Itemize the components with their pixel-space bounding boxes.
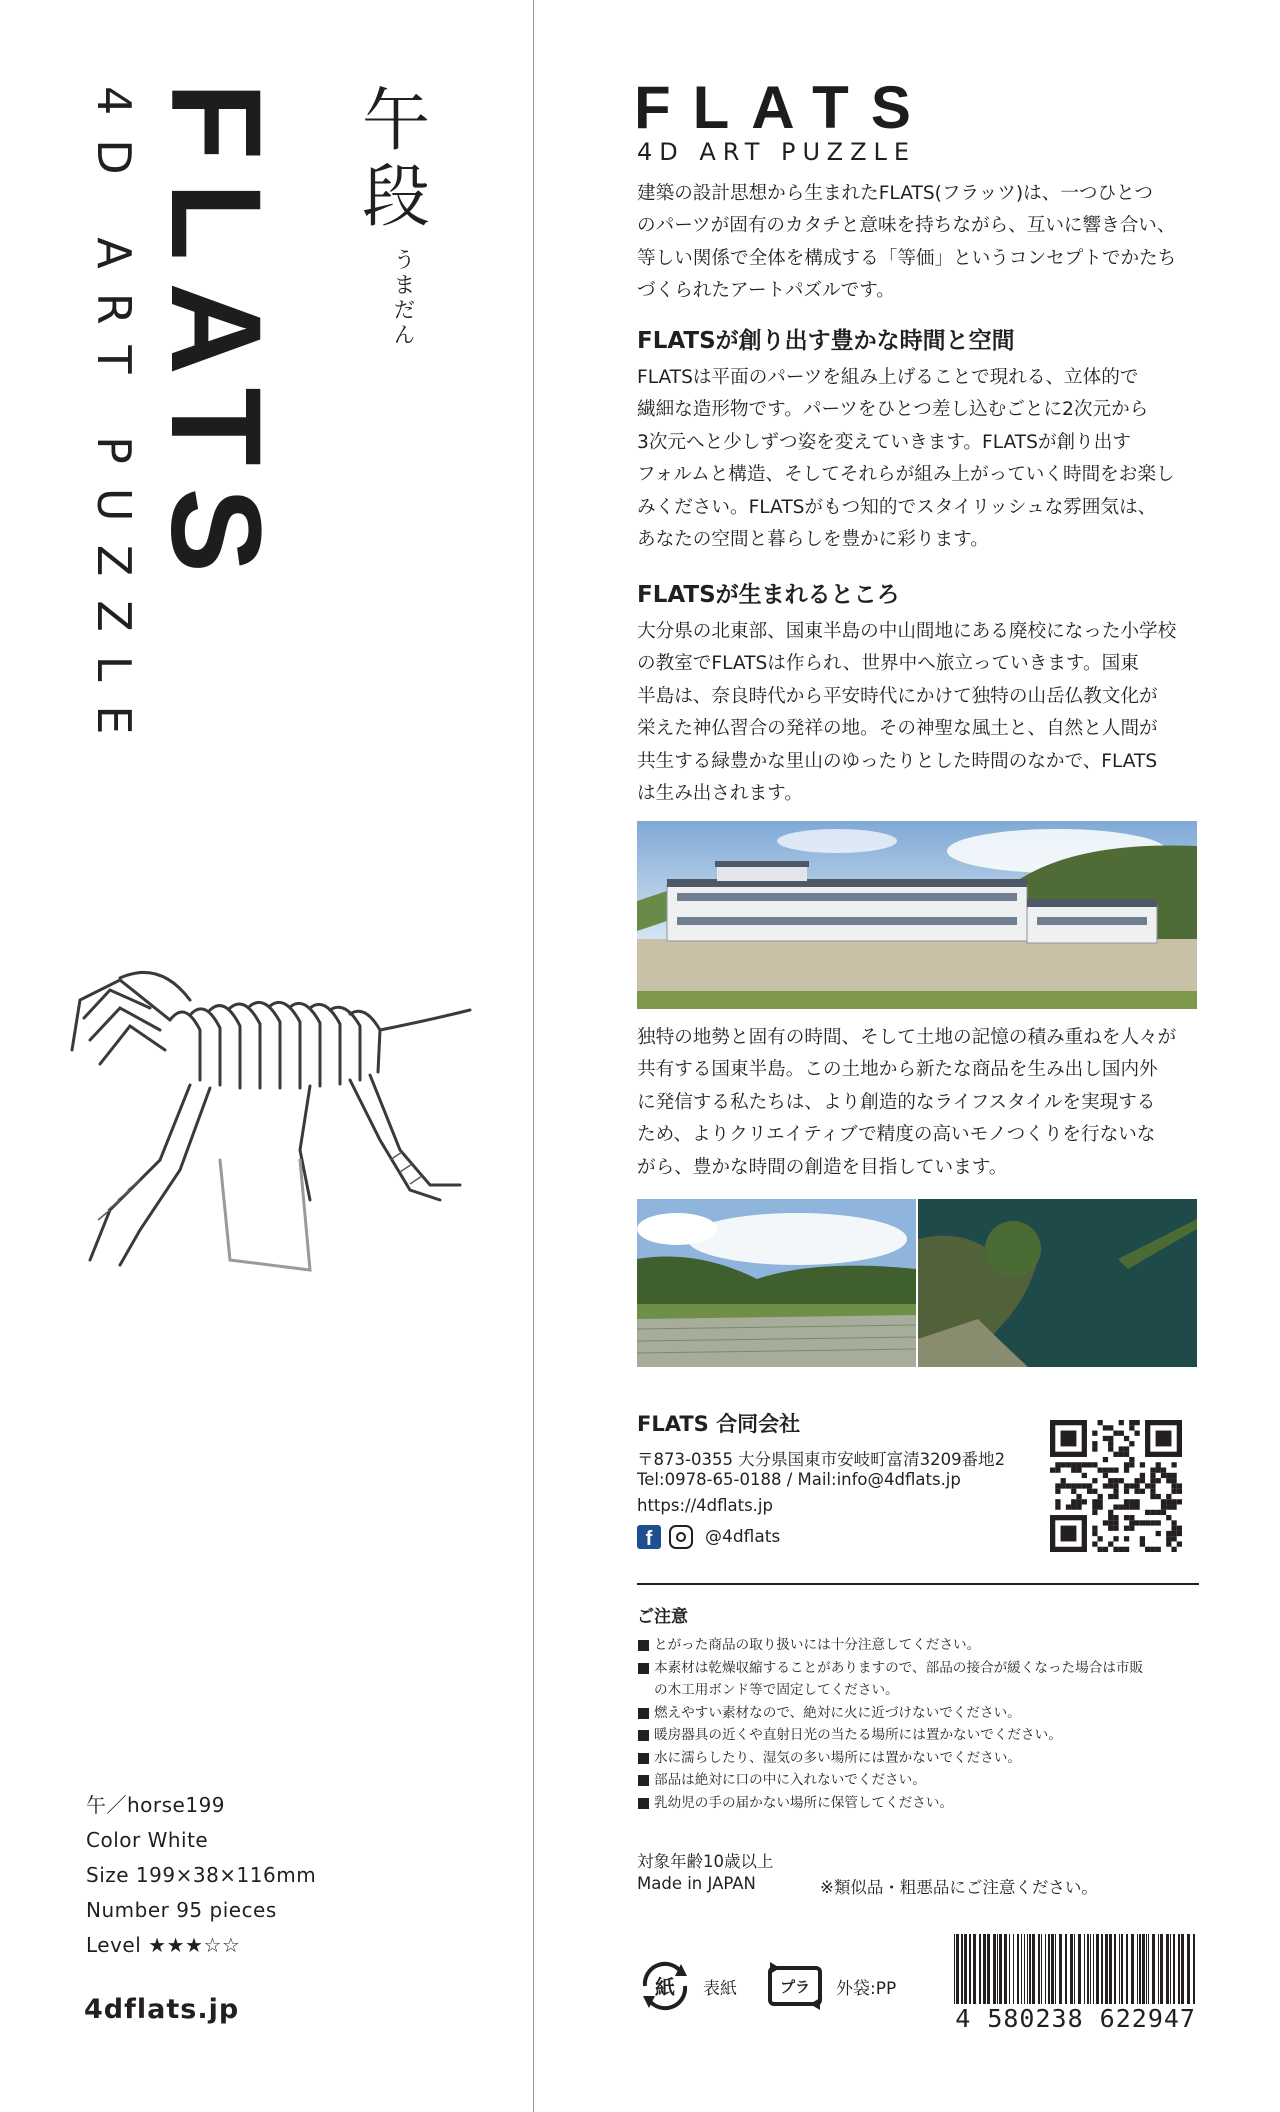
paper-mark: 紙 (655, 1975, 675, 1999)
spec-size: Size 199×38×116mm (86, 1863, 317, 1887)
caution-title: ご注意 (637, 1607, 688, 1627)
paper-label: 表紙 (703, 1978, 737, 1999)
section1-paragraph (637, 362, 1197, 556)
plastic-label: 外袋:PP (836, 1978, 897, 1999)
caution-item: 燃えやすい素材なので、絶対に火に近づけないでください。 (637, 1702, 1207, 1725)
section1-line: FLATSは平面のパーツを組み上げることで現れる、立体的で (637, 367, 1139, 388)
product-specs (86, 1788, 316, 1963)
caution-item: とがった商品の取り扱いには十分注意してください。 (637, 1634, 1207, 1657)
facebook-icon[interactable]: f (637, 1525, 661, 1549)
plastic-mark: プラ (779, 1978, 811, 1996)
school-photo (637, 821, 1197, 1009)
section1-line: あなたの空間と暮らしを豊かに彩ります。 (637, 529, 989, 551)
made-in: Made in JAPAN (637, 1874, 756, 1893)
subtitle-vertical: 4D ART PUZZLE (87, 86, 141, 759)
section2-line: 半島は、奈良時代から平安時代にかけて独特の山岳仏教文化が (637, 685, 1158, 707)
product-kana: うまだん (390, 248, 415, 348)
section-rule (637, 1583, 1199, 1585)
section2-line: は生み出されます。 (637, 783, 803, 805)
section3-line: 共有する国東半島。この土地から新たな商品を生み出し国内外 (637, 1059, 1158, 1081)
section3-paragraph (637, 1022, 1197, 1184)
section3-line: 独特の地勢と固有の時間、そして土地の記憶の積み重ねを人々が (637, 1027, 1177, 1048)
social-handle: @4dflats (705, 1527, 781, 1547)
paper-recycle-icon (637, 1958, 693, 2014)
intro-paragraph (637, 178, 1197, 308)
company-contact: Tel:0978-65-0188 / Mail:info@4dflats.jp (637, 1470, 961, 1489)
satellite-photo (918, 1199, 1197, 1367)
section1-line: 3次元へと少しずつ姿を変えていきます。FLATSが創り出す (637, 431, 1131, 453)
landscape-photo (637, 1199, 916, 1367)
company-address: 〒873-0355 大分県国東市安岐町富清3209番地2 (637, 1450, 1006, 1469)
caution-item: 部品は絶対に口の中に入れないでください。 (637, 1769, 1207, 1792)
section1-heading: FLATSが創り出す豊かな時間と空間 (637, 328, 1015, 354)
company-name: FLATS 合同会社 (637, 1412, 801, 1436)
section2-line: の教室でFLATSは作られ、世界中へ旅立っていきます。国東 (637, 653, 1139, 675)
section3-line: がら、豊かな時間の創造を目指しています。 (637, 1156, 1008, 1178)
recycle-paper (637, 1958, 737, 2014)
section2-line: 大分県の北東部、国東半島の中山間地にある廃校になった小学校 (637, 621, 1177, 642)
caution-item: 暖房器具の近くや直射日光の当たる場所には置かないでください。 (637, 1724, 1207, 1747)
intro-line: 等しい関係で全体を構成する「等価」というコンセプトでかたち (637, 247, 1177, 269)
section3-line: ため、よりクリエイティブで精度の高いモノつくりを行ないな (637, 1124, 1156, 1146)
spec-name: 午／horse199 (86, 1793, 226, 1817)
spec-number: Number 95 pieces (86, 1898, 277, 1922)
section2-heading: FLATSが生まれるところ (637, 582, 900, 608)
spec-level: Level ★★★☆☆ (86, 1933, 241, 1957)
section1-line: フォルムと構造、そしてそれらが組み上がっていく時間をお楽し (637, 464, 1175, 486)
section3-line: に発信する私たちは、より創造的なライフスタイルを実現する (637, 1091, 1156, 1113)
caution-item: 乳幼児の手の届かない場所に保管してください。 (637, 1792, 1207, 1815)
instagram-icon[interactable] (669, 1525, 693, 1549)
caution-item: 本素材は乾燥収縮することがありますので、部品の接合が緩くなった場合は市販 (637, 1657, 1207, 1680)
spec-color: Color White (86, 1828, 209, 1852)
flats-logo: FLATS (634, 74, 933, 141)
intro-line: のパーツが固有のカタチと意味を持ちながら、互いに響き合い、 (637, 215, 1176, 237)
qr-code (1050, 1420, 1182, 1552)
imitation-notice: ※類似品・粗悪品にご注意ください。 (820, 1878, 1098, 1897)
left-panel (0, 0, 533, 2112)
target-age: 対象年齢10歳以上 (637, 1852, 774, 1871)
intro-line: 建築の設計思想から生まれたFLATS(フラッツ)は、一つひとつ (637, 183, 1153, 204)
barcode-number: 4 580238 622947 (934, 2004, 1196, 2033)
product-kanji: 午段 (362, 82, 431, 237)
recycle-plastic (764, 1958, 896, 2014)
brand-vertical: FLATS (144, 82, 287, 595)
logo-subtitle: 4D ART PUZZLE (637, 138, 917, 166)
horse-puzzle-image (50, 960, 490, 1290)
caution-list (637, 1634, 1207, 1814)
company-url[interactable]: https://4dflats.jp (637, 1496, 773, 1515)
intro-line: づくられたアートパズルです。 (637, 280, 895, 302)
plastic-recycle-icon (764, 1958, 826, 2014)
caution-item: 水に濡らしたり、湿気の多い場所には置かないでください。 (637, 1747, 1207, 1770)
section2-paragraph (637, 616, 1197, 810)
section2-line: 共生する緑豊かな里山のゆったりとした時間のなかで、FLATS (637, 750, 1158, 772)
caution-item-continued: の木工用ボンド等で固定してください。 (654, 1682, 899, 1698)
right-panel (534, 0, 1280, 2112)
site-url: 4dflats.jp (84, 1994, 240, 2025)
social-links (637, 1524, 780, 1550)
section1-line: みください。FLATSがもつ知的でスタイリッシュな雰囲気は、 (637, 496, 1157, 518)
section1-line: 繊細な造形物です。パーツをひとつ差し込むごとに2次元から (637, 399, 1149, 421)
section2-line: 栄えた神仏習合の発祥の地。その神聖な風土と、自然と人間が (637, 718, 1158, 740)
